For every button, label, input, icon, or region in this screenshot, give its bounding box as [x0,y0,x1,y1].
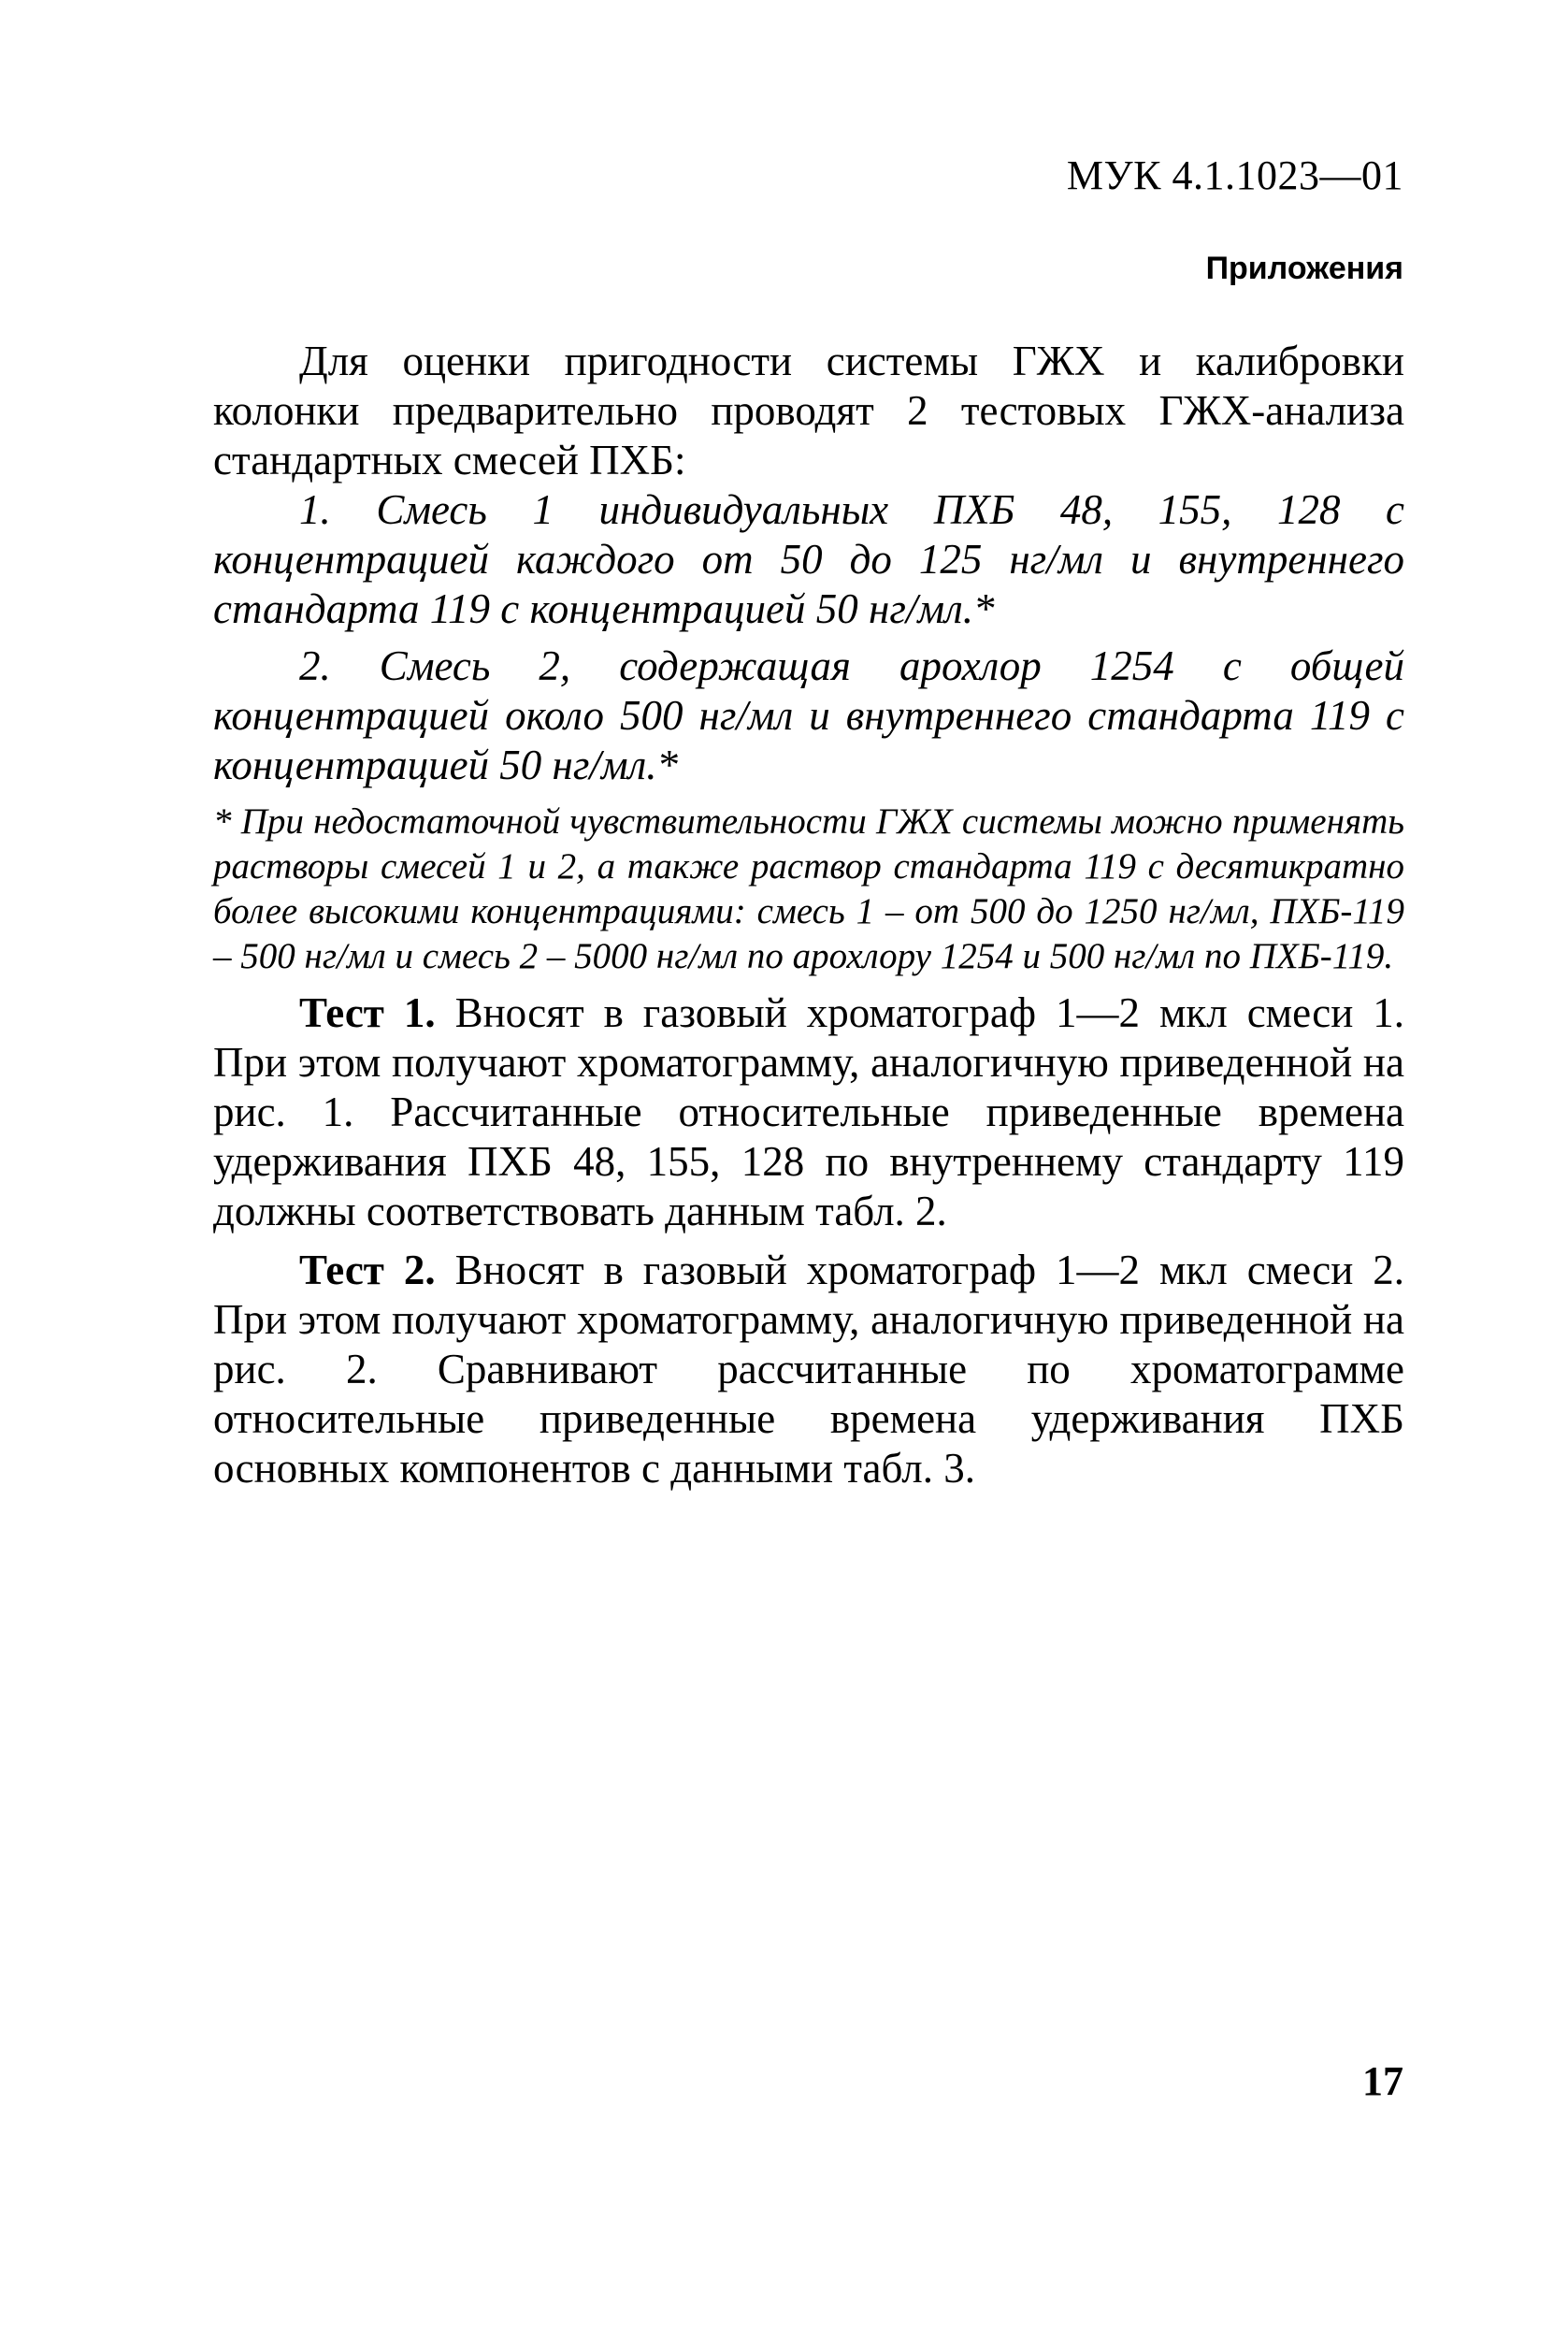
footnote: * При недостаточной чувствительности ГЖХ системы можно применять растворы смесей 1 и 2, а также раствор стандарта 119 с десятикратно более высокими концентрациями: смесь 1 – от 500 до 1250 нг/мл, ПХБ-119 – 500 нг/мл и смесь 2 – 5000 нг/мл по арохлору 1254 и 500 нг/мл по ПХБ-119. [213,801,1404,976]
mixture-1-item: 1. Смесь 1 индивидуальных ПХБ 48, 155, 128 с концентрацией каждого от 50 до 125 нг/мл и внутреннего стандарта 119 с концентрацией 50 нг/мл.* [213,486,1404,632]
mixture-2-item: 2. Смесь 2, содержащая арохлор 1254 с общей концентрацией около 500 нг/мл и внутреннего стандарта 119 с концентрацией 50 нг/мл.* [213,642,1404,788]
test-1-paragraph [213,988,1404,1236]
test-1-text: Вносят в газовый хроматограф 1—2 мкл смеси 1. При этом получают хроматограмму, аналогичную приведенной на рис. 1. Рассчитанные относительные приведенные времена удерживания ПХБ 48, 155, 128 по внутреннему стандарту 119 должны соответствовать данным табл. 2. [213,989,1404,1234]
section-label: Приложения [1205,251,1403,286]
body-text [213,337,1404,1493]
test-2-label: Тест 2. [299,1247,436,1293]
test-2-paragraph [213,1246,1404,1493]
test-1-label: Тест 1. [299,989,436,1036]
test-2-text: Вносят в газовый хроматограф 1—2 мкл смеси 2. При этом получают хроматограмму, аналогичную приведенной на рис. 2. Сравнивают рассчитанные по хроматограмме относительные приведенные времена удерживания ПХБ основных компонентов с данными табл. 3. [213,1247,1404,1492]
page-number: 17 [1362,2058,1403,2104]
document-code: МУК 4.1.1023—01 [1066,152,1403,198]
intro-paragraph: Для оценки пригодности системы ГЖХ и калибровки колонки предварительно проводят 2 тестовых ГЖХ-анализа стандартных смесей ПХБ: [213,338,1404,483]
